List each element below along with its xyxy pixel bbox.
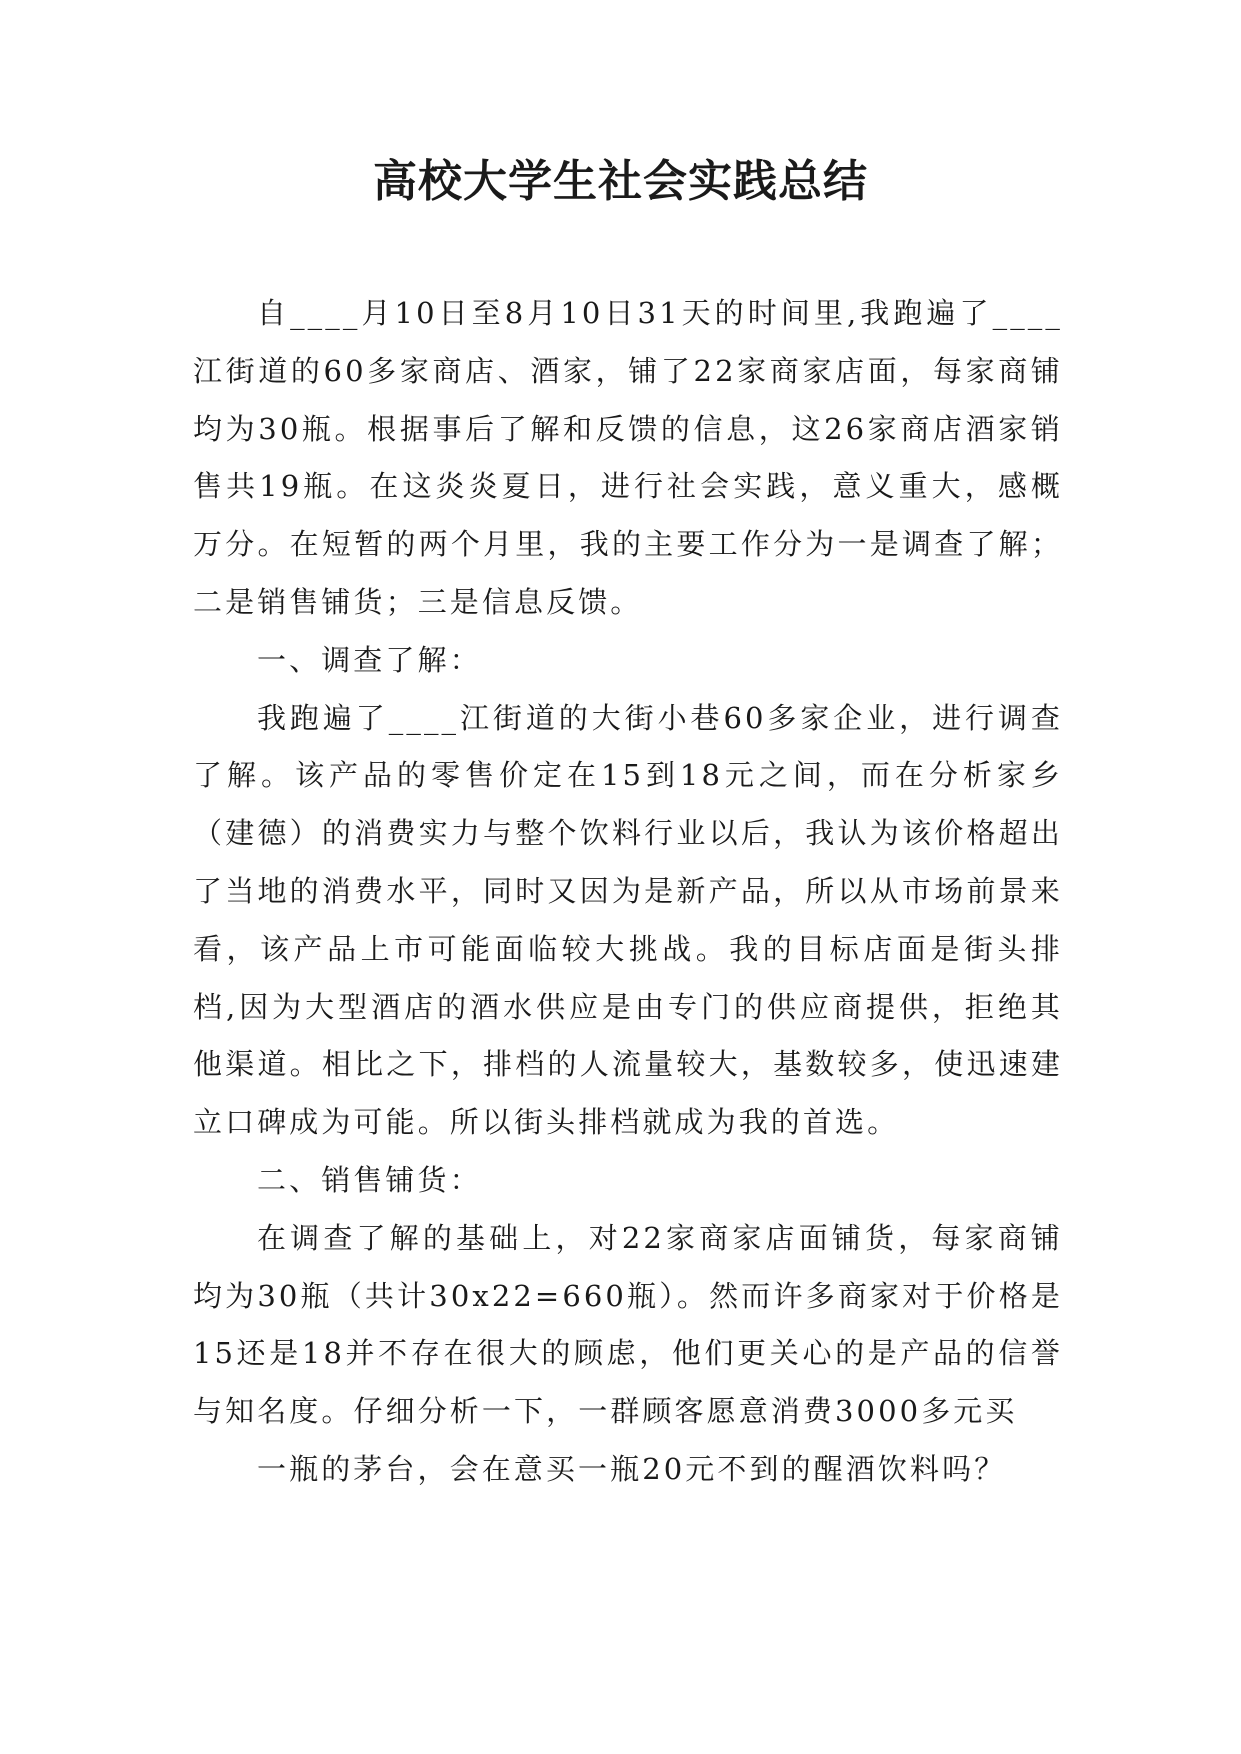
document-title: 高校大学生社会实践总结 [373, 156, 868, 207]
paragraph-intro: 自____月10日至8月10日31天的时间里,我跑遍了____江街道的60多家商店、酒家，铺了22家商家店面，每家商铺均为30瓶。根据事后了解和反馈的信息，这26家商店酒家销售共19瓶。在这炎炎夏日，进行社会实践，意义重大，感概万分。在短暂的两个月里，我的主要工作分为一是调查了解；二是销售铺货；三是信息反馈。 [193, 296, 1063, 619]
section-heading-survey: 一、调查了解： [257, 642, 482, 677]
document-body [193, 285, 1063, 1499]
paragraph-survey: 我跑遍了____江街道的大街小巷60多家企业，进行调查了解。该产品的零售价定在15到18元之间，而在分析家乡（建德）的消费实力与整个饮料行业以后，我认为该价格超出了当地的消费水平，同时又因为是新产品，所以从市场前景来看，该产品上市可能面临较大挑战。我的目标店面是街头排档,因为大型酒店的酒水供应是由专门的供应商提供，拒绝其他渠道。相比之下，排档的人流量较大，基数较多，使迅速建立口碑成为可能。所以街头排档就成为我的首选。 [193, 700, 1063, 1140]
paragraph-question: 一瓶的茅台，会在意买一瓶20元不到的醒酒饮料吗？ [257, 1451, 1007, 1486]
section-heading-sales: 二、销售铺货： [257, 1162, 482, 1197]
paragraph-sales: 在调查了解的基础上，对22家商家店面铺货，每家商铺均为30瓶（共计30x22=660瓶）。然而许多商家对于价格是15还是18并不存在很大的顾虑，他们更关心的是产品的信誉与知名度。仔细分析一下，一群顾客愿意消费3000多元买 [193, 1220, 1063, 1429]
